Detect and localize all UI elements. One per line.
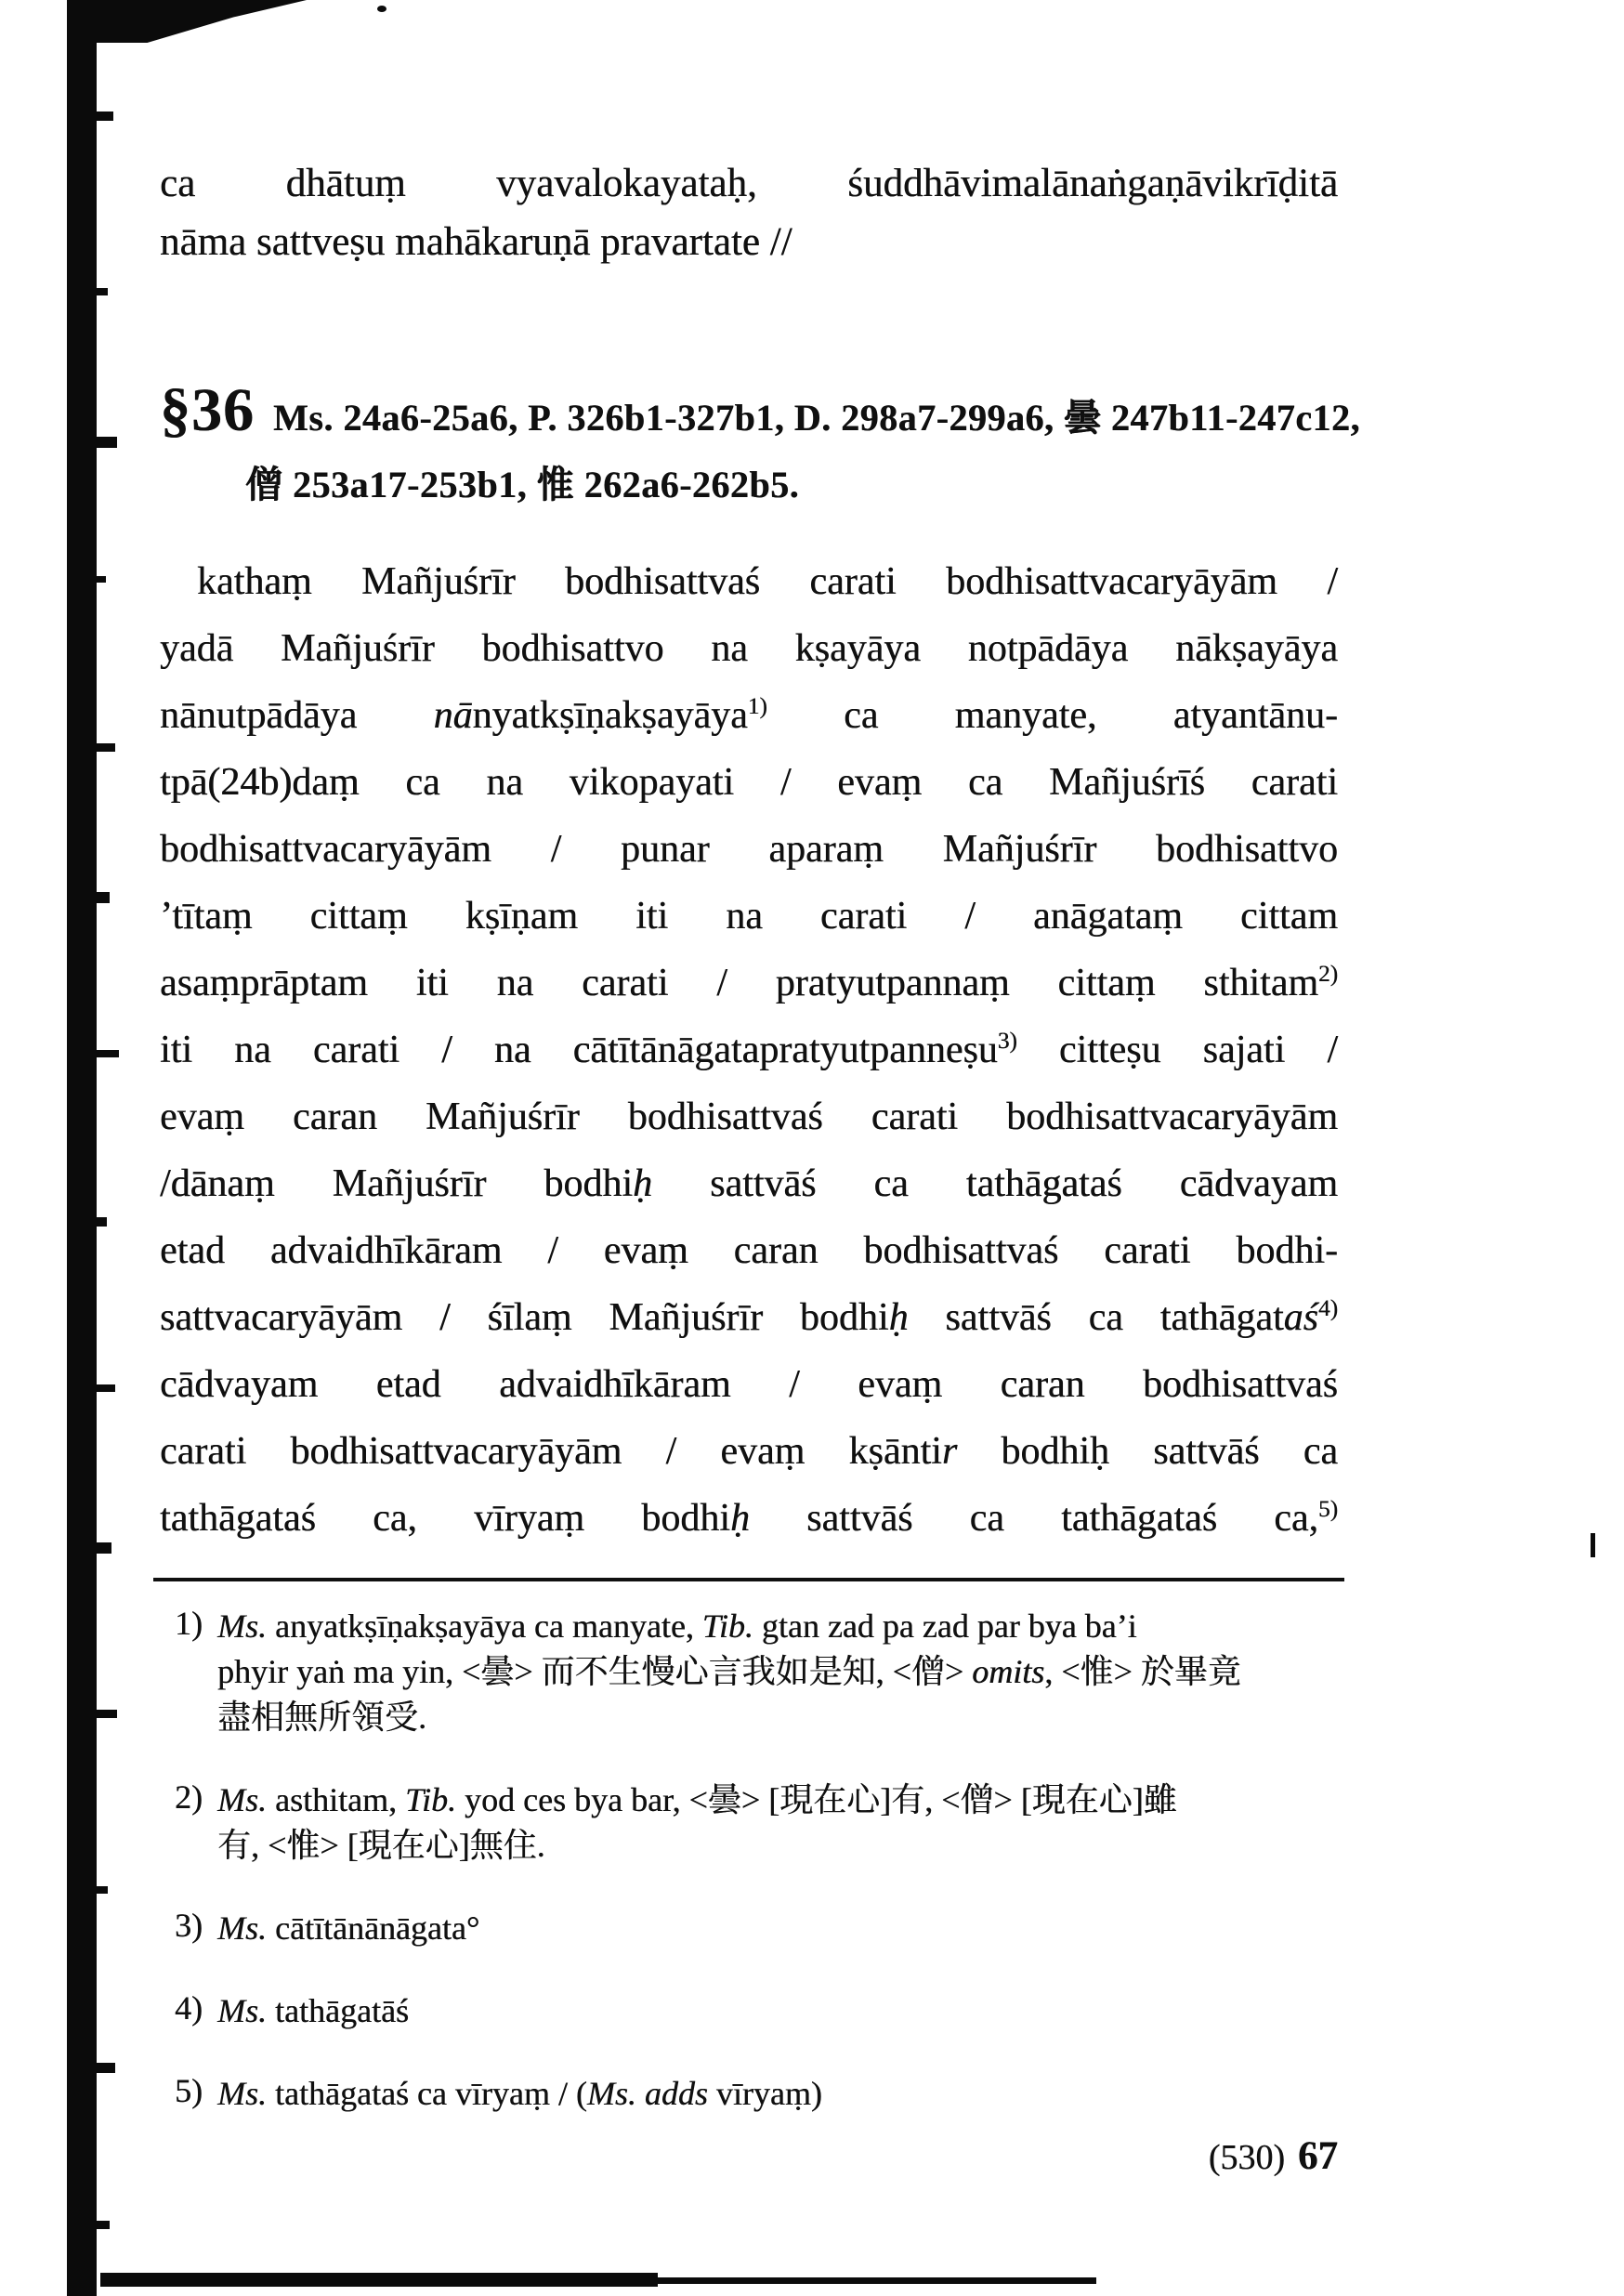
footnote-text <box>217 2071 1364 2117</box>
footnote <box>175 2071 1364 2117</box>
text-segment: 有, <惟> [現在心]無住. <box>217 1827 545 1864</box>
text-segment: sattvāś ca tathāgataś cādvayam <box>652 1162 1339 1205</box>
footnote <box>175 1906 1364 1951</box>
text-segment: sattvāś ca tathāgataś ca, <box>749 1497 1319 1540</box>
text-segment: Tib. <box>701 1607 753 1645</box>
text-segment: tathāgatāś <box>267 1992 409 2029</box>
footnote-number: 5) <box>175 2072 203 2109</box>
footnote-number: 1) <box>175 1605 203 1642</box>
section-references-line1: Ms. 24a6-25a6, P. 326b1-327b1, D. 298a7-299a6, 曇 247b11-247c12, <box>273 397 1361 439</box>
text-segment: tathāgataś ca vīryaṃ / ( <box>267 2075 587 2112</box>
text-segment: tathāgataś ca, vīryaṃ bodhi <box>160 1497 730 1540</box>
body-line <box>160 1017 1338 1083</box>
footnote-rule <box>153 1578 1344 1581</box>
text-segment: bodhiḥ sattvāś ca <box>957 1430 1338 1473</box>
body-line <box>160 1485 1338 1552</box>
footnote-ref-marker: 3) <box>997 1029 1017 1054</box>
text-segment: anyatkṣīṇakṣayāya ca manyate, <box>267 1607 702 1645</box>
scan-binding-edge <box>67 0 97 2296</box>
body-line <box>160 1217 1338 1284</box>
text-segment: Tib. <box>404 1781 457 1818</box>
body-line <box>160 1150 1338 1217</box>
text-segment: phyir yaṅ ma yin, <曇> 而不生慢心言我如是知, <僧> <box>217 1653 973 1690</box>
body-line <box>160 749 1338 816</box>
text-segment: ḥ <box>729 1497 750 1540</box>
footnote-text <box>217 1906 1364 1951</box>
text-segment: ḥ <box>888 1296 909 1339</box>
page-footer <box>160 2133 1338 2179</box>
footnote-ref-marker: 1) <box>747 694 767 719</box>
body-line <box>160 883 1338 950</box>
text-segment: aś <box>1283 1296 1318 1339</box>
footnote-line <box>217 2071 1364 2117</box>
body-line <box>160 1083 1338 1150</box>
text-segment: citteṣu sajati / <box>1016 1029 1338 1071</box>
scan-speck <box>377 6 386 12</box>
scan-artifact-top <box>79 0 307 43</box>
footnote-line <box>217 1695 1364 1740</box>
footnote-line <box>217 1823 1364 1869</box>
footnote-line <box>217 1906 1364 1951</box>
text-segment: evaṃ caran Mañjuśrīr bodhisattvaś carati bodhisattvacaryāyām <box>160 1096 1338 1138</box>
body-line <box>160 548 1338 615</box>
text-segment: yadā Mañjuśrīr bodhisattvo na kṣayāya notpādāya nākṣayāya <box>160 627 1338 670</box>
text-segment: etad advaidhīkāram / evaṃ caran bodhisattvaś carati bodhi- <box>160 1229 1338 1272</box>
page-number: 67 <box>1298 2134 1338 2178</box>
footnote <box>175 1988 1364 2034</box>
text-segment: ’tītaṃ cittaṃ kṣīṇam iti na carati / anāgataṃ cittam <box>160 895 1338 938</box>
footnote-number: 4) <box>175 1989 203 2027</box>
body-line <box>160 1351 1338 1418</box>
text-segment: nyatkṣīṇakṣayāya <box>472 694 748 737</box>
footnote-text <box>217 1778 1364 1869</box>
footnotes <box>175 1604 1364 2154</box>
body-line <box>160 1418 1338 1485</box>
text-segment: iti na carati / na cātītānāgatapratyutpanneṣu <box>160 1029 998 1071</box>
text-segment: sattvāś ca tathāgat <box>908 1296 1284 1339</box>
footnote <box>175 1778 1364 1869</box>
text-segment: Ms. <box>217 2075 267 2112</box>
text-segment: , <惟> 於畢竟 <box>1044 1653 1241 1690</box>
body-line <box>160 615 1338 682</box>
text-segment: ca manyate, atyantānu- <box>766 694 1338 737</box>
footnote-line <box>217 1604 1364 1649</box>
text-segment: r <box>941 1430 958 1473</box>
text-segment: sattvacaryāyām / śīlaṃ Mañjuśrīr bodhi <box>160 1296 889 1339</box>
text-segment: yod ces bya bar, <曇> [現在心]有, <僧> [現在心]雖 <box>456 1781 1177 1818</box>
text-segment: asthitam, <box>267 1781 405 1818</box>
text-segment: carati bodhisattvacaryāyām / evaṃ kṣānti <box>160 1430 942 1473</box>
section-header <box>160 375 1368 508</box>
footnote-line <box>217 1988 1364 2034</box>
text-segment: Ms. <box>217 1909 267 1947</box>
scan-artifact-bottom <box>100 2273 658 2287</box>
footnote-ref-marker: 4) <box>1318 1296 1338 1321</box>
scan-speck <box>1591 1533 1595 1557</box>
footnote-line <box>217 1649 1364 1695</box>
body-line <box>160 816 1338 883</box>
text-segment: tpā(24b)daṃ ca na vikopayati / evaṃ ca Mañjuśrīś carati <box>160 761 1338 804</box>
body-line <box>160 950 1338 1017</box>
footnote-ref-marker: 5) <box>1318 1497 1339 1522</box>
body-line <box>160 682 1338 749</box>
text-segment: /dānaṃ Mañjuśrīr bodhi <box>160 1162 634 1205</box>
text-segment: nā <box>433 694 473 737</box>
body-line <box>160 1284 1338 1351</box>
text-segment: ḥ <box>633 1162 653 1205</box>
scan-artifact-bottom <box>650 2277 1096 2284</box>
footnote-text <box>217 1604 1364 1740</box>
footnote-ref-marker: 2) <box>1318 962 1338 987</box>
text-segment: kathaṃ Mañjuśrīr bodhisattvaś carati bodhisattvacaryāyām / <box>197 560 1338 603</box>
footnote-number: 3) <box>175 1907 203 1944</box>
footnote-number: 2) <box>175 1778 203 1816</box>
text-segment: cātītānānāgata° <box>267 1909 480 1947</box>
text-segment: 盡相無所領受. <box>217 1699 427 1736</box>
footnote-line <box>217 1778 1364 1823</box>
text-segment: cādvayam etad advaidhīkāram / evaṃ caran bodhisattvaś <box>160 1363 1338 1406</box>
body-lines <box>160 548 1338 1552</box>
text-segment: vīryaṃ) <box>707 2075 822 2112</box>
text-segment: Ms. <box>217 1781 267 1818</box>
text-segment: asaṃprāptam iti na carati / pratyutpannaṃ cittaṃ sthitam <box>160 962 1319 1004</box>
footnote-text <box>217 1988 1364 2034</box>
text-segment: gtan zad pa zad par bya ba’i <box>753 1607 1137 1645</box>
footnote <box>175 1604 1364 1740</box>
section-references-line2: 僧 253a17-253b1, 惟 262a6-262b5. <box>245 464 800 505</box>
section-number: §36 <box>160 376 255 444</box>
text-segment: nānutpādāya <box>160 694 434 737</box>
opening-line: nāma sattveṣu mahākaruṇā pravartate // <box>160 220 792 264</box>
text-segment: bodhisattvacaryāyām / punar aparaṃ Mañjuśrīr bodhisattvo <box>160 828 1338 871</box>
text-segment: Ms. adds <box>586 2075 708 2112</box>
opening-line: ca dhātuṃ vyavalokayataḥ, śuddhāvimalānaṅgaṇāvikrīḍitā <box>160 162 1338 205</box>
text-segment: Ms. <box>217 1992 267 2029</box>
opening-paragraph <box>160 154 1338 271</box>
volume-page-number: (530) <box>1208 2138 1285 2177</box>
text-segment: Ms. <box>217 1607 267 1645</box>
text-segment: omits <box>972 1653 1045 1690</box>
